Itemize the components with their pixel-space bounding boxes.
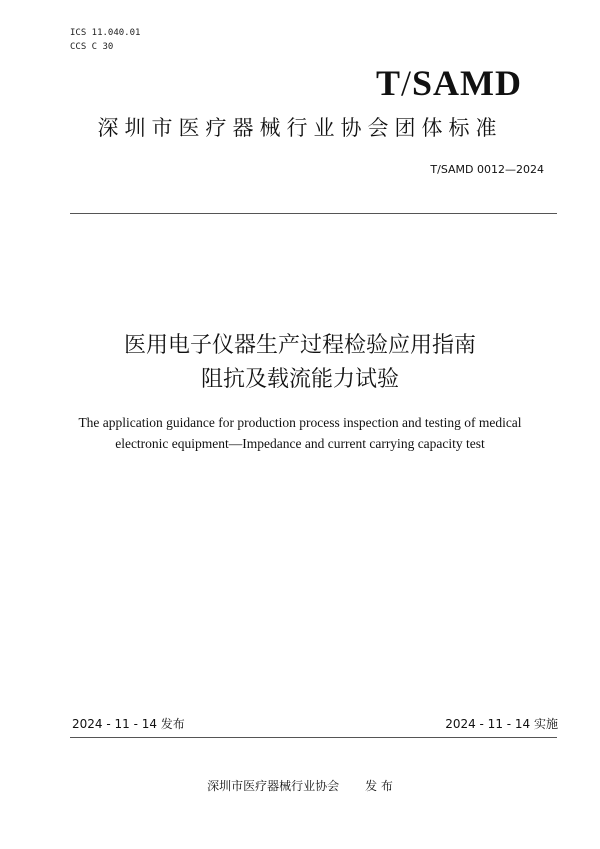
standard-mark-code: SAMD [412, 63, 522, 103]
implementation-date: 2024 - 11 - 14 实施 [445, 717, 558, 731]
ics-code: ICS 11.040.01 [70, 28, 141, 38]
publisher-action: 发 布 [365, 779, 393, 793]
issue-date: 2024 - 11 - 14 发布 [72, 717, 185, 731]
title-en-line2: electronic equipment—Impedance and current carrying capacity test [115, 436, 485, 451]
top-divider [70, 213, 557, 214]
title-en-line1: The application guidance for production process inspection and testing of medical [78, 415, 522, 430]
standard-number: T/SAMD 0012—2024 [430, 163, 544, 176]
standard-mark-prefix: T [375, 63, 401, 103]
standard-mark [376, 56, 522, 108]
standard-mark-slash: / [400, 63, 412, 103]
title-zh-line2: 阻抗及载流能力试验 [200, 367, 399, 392]
bottom-divider [70, 737, 557, 738]
publisher-name: 深圳市医疗器械行业协会 [207, 779, 340, 793]
ccs-code: CCS C 30 [70, 42, 114, 52]
organization-title: 深圳市医疗器械行业协会团体标准 [97, 116, 503, 140]
publisher-line [0, 778, 600, 794]
title-zh-line1: 医用电子仪器生产过程检验应用指南 [123, 333, 476, 358]
